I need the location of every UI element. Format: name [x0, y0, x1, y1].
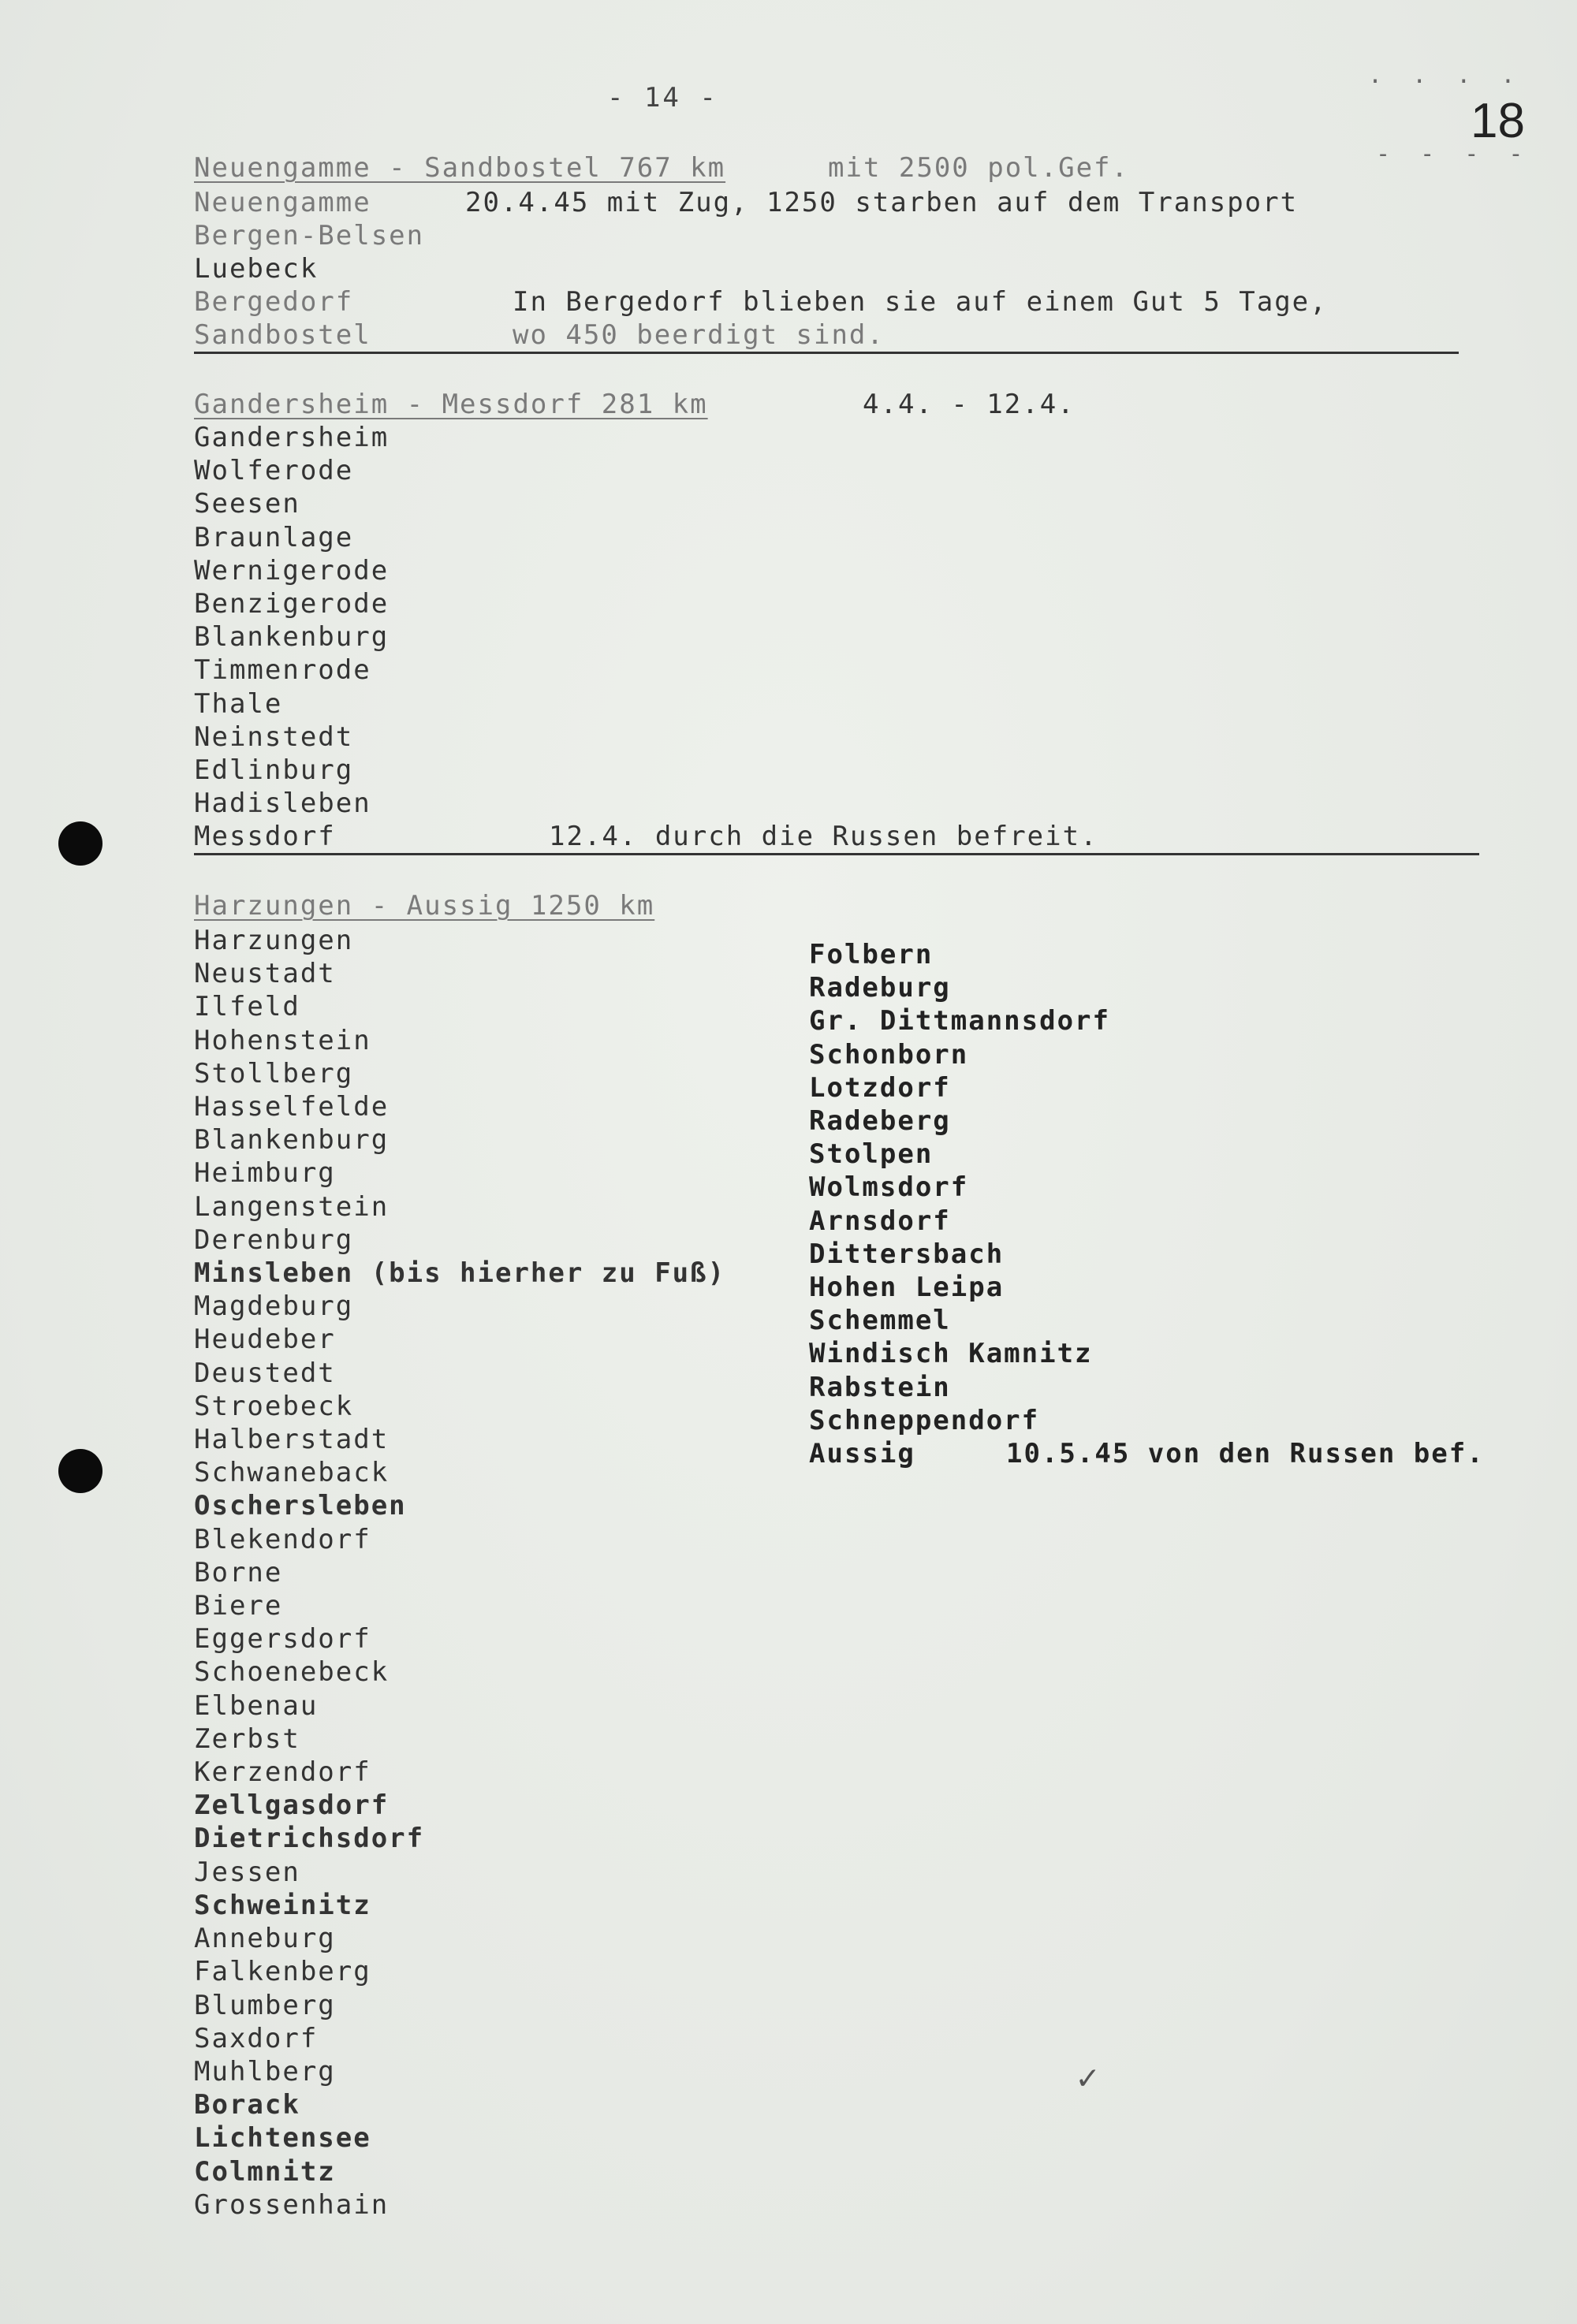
section3-right-place: Schneppendorf: [809, 1404, 1040, 1436]
section2-place: Seesen: [194, 488, 300, 520]
section1-place: Neuengamme: [194, 187, 371, 218]
section3-left-place: Stollberg: [194, 1057, 354, 1089]
section3-left-place: Stroebeck: [194, 1390, 354, 1422]
section1-title: Neuengamme - Sandbostel 767 km: [194, 152, 726, 184]
section3-left-place: Langenstein: [194, 1190, 390, 1223]
section2-place: Edlinburg: [194, 754, 354, 787]
section3-right-place: Hohen Leipa: [809, 1272, 1005, 1304]
section3-left-place: Borne: [194, 1556, 283, 1588]
section3-left-place: Blankenburg: [194, 1124, 390, 1156]
section3-left-place: Eggersdorf: [194, 1623, 371, 1655]
section3-left-place: Hasselfelde: [194, 1091, 390, 1123]
section3-right-place: Schemmel: [809, 1305, 951, 1337]
section3-right-place: Folbern: [809, 939, 934, 970]
section3-left-place: Lichtensee: [194, 2122, 371, 2155]
section3-left-place: Jessen: [194, 1856, 300, 1888]
section3-right-place: Lotzdorf: [809, 1071, 951, 1104]
section3-left-place: Hohenstein: [194, 1024, 371, 1056]
section2-dates: 4.4. - 12.4.: [863, 389, 1076, 420]
section3-left-place: Kerzendorf: [194, 1756, 371, 1789]
section3-right-place: Windisch Kamnitz: [809, 1338, 1093, 1370]
section1-divider: [194, 352, 1459, 354]
section3-left-place: Deustedt: [194, 1357, 336, 1389]
section1-place: Bergen-Belsen: [194, 220, 425, 251]
section3-left-place: Zerbst: [194, 1723, 300, 1755]
section2-place: Messdorf: [194, 821, 336, 853]
section3-left-place: Colmnitz: [194, 2155, 336, 2188]
section2-place-list: [194, 421, 389, 854]
section3-left-place: Halberstadt: [194, 1424, 390, 1456]
section3-left-place: Ilfeld: [194, 991, 300, 1023]
section3-right-place: Gr. Dittmannsdorf: [809, 1005, 1110, 1037]
section3-right-place: Dittersbach: [809, 1238, 1005, 1270]
section2-place: Braunlage: [194, 521, 354, 553]
section3-left-place: Saxdorf: [194, 2022, 319, 2054]
section3-left-place: Blumberg: [194, 1989, 336, 2021]
section1-place: Luebeck: [194, 253, 319, 285]
section3-left-place: Neustadt: [194, 958, 336, 990]
section3-right-place: Radeburg: [809, 972, 951, 1004]
section3-final-note: 10.5.45 von den Russen bef.: [1006, 1438, 1485, 1469]
section3-left-place: Harzungen: [194, 925, 354, 956]
section2-place: Thale: [194, 687, 283, 720]
section1-note: wo 450 beerdigt sind.: [513, 319, 885, 351]
section3-left-place: Falkenberg: [194, 1956, 371, 1988]
section3-left-place: Borack: [194, 2089, 300, 2121]
punch-hole-lower: [58, 1449, 103, 1493]
section3-left-place: Minsleben (bis hierher zu Fuß): [194, 1257, 726, 1290]
check-mark-icon: ✓: [1077, 2058, 1098, 2098]
top-dots: . . . .: [1368, 61, 1523, 89]
section3-left-place: Zellgasdorf: [194, 1790, 390, 1822]
section3-left-place: Heudeber: [194, 1324, 336, 1356]
section1-note: 20.4.45 mit Zug, 1250 starben auf dem Transport: [465, 187, 1299, 218]
section1-title-note: mit 2500 pol.Gef.: [828, 152, 1129, 184]
section2-place: Gandersheim: [194, 422, 390, 453]
section3-left-place: Anneburg: [194, 1923, 336, 1955]
section2-place: Benzigerode: [194, 588, 390, 620]
section3-left-place: Muhlberg: [194, 2055, 336, 2088]
section3-left-place: Elbenau: [194, 1689, 319, 1722]
section1-note: In Bergedorf blieben sie auf einem Gut 5 Tage,: [513, 286, 1328, 318]
section1-place: Bergedorf: [194, 286, 354, 318]
section1-place: Sandbostel: [194, 319, 371, 351]
section2-final-note: 12.4. durch die Russen befreit.: [549, 821, 1098, 852]
section3-left-place: Oschersleben: [194, 1490, 407, 1522]
section3-right-place: Arnsdorf: [809, 1205, 951, 1237]
section3-left-place: Schwaneback: [194, 1457, 390, 1489]
section3-left-place: Dietrichsdorf: [194, 1823, 425, 1855]
section3-right-place: Wolmsdorf: [809, 1171, 969, 1204]
section2-place: Wernigerode: [194, 554, 390, 587]
section3-left-place: Heimburg: [194, 1157, 336, 1190]
section3-right-place-list: [809, 938, 1110, 1437]
side-dashes: - - - -: [1376, 140, 1531, 168]
section3-right-place: Rabstein: [809, 1371, 951, 1403]
section2-place: Neinstedt: [194, 721, 354, 753]
archive-page-number: 18: [1471, 94, 1525, 148]
section3-left-place: Magdeburg: [194, 1290, 354, 1323]
section3-left-place: Blekendorf: [194, 1523, 371, 1555]
section3-final-place: Aussig: [809, 1438, 915, 1469]
section2-place: Wolferode: [194, 455, 354, 487]
section3-right-place: Radeberg: [809, 1105, 951, 1138]
section3-left-place: Derenburg: [194, 1223, 354, 1256]
section2-place: Hadisleben: [194, 788, 371, 820]
section3-right-place: Stolpen: [809, 1138, 934, 1171]
section3-right-place: Schonborn: [809, 1038, 969, 1071]
section2-divider: [194, 853, 1479, 855]
section2-title: Gandersheim - Messdorf 281 km: [194, 389, 708, 420]
section2-place: Timmenrode: [194, 654, 371, 687]
page-header-number: - 14 -: [607, 82, 718, 114]
section3-left-place-list: [194, 924, 725, 2222]
section2-place: Blankenburg: [194, 621, 390, 654]
section3-left-place: Schweinitz: [194, 1889, 371, 1921]
section3-left-place: Schoenebeck: [194, 1656, 390, 1689]
punch-hole-upper: [58, 821, 103, 866]
section3-left-place: Grossenhain: [194, 2188, 390, 2221]
section3-left-place: Biere: [194, 1590, 283, 1622]
section3-title: Harzungen - Aussig 1250 km: [194, 890, 655, 922]
